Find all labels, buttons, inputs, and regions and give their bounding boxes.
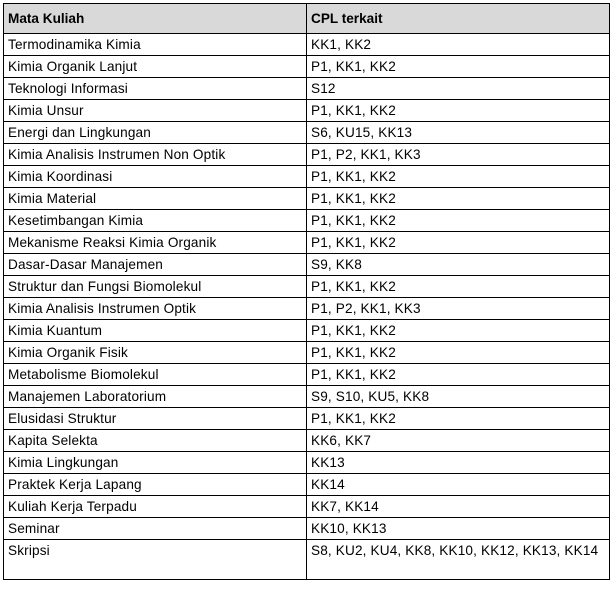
course-name-cell: Kuliah Kerja Terpadu xyxy=(4,496,307,518)
course-name-cell: Teknologi Informasi xyxy=(4,78,307,100)
course-name-cell: Elusidasi Struktur xyxy=(4,408,307,430)
course-name-cell: Kimia Lingkungan xyxy=(4,452,307,474)
table-row xyxy=(4,144,610,166)
table-row xyxy=(4,540,610,580)
cpl-cell: P1, KK1, KK2 xyxy=(307,232,610,254)
table-row xyxy=(4,166,610,188)
course-name-cell: Kapita Selekta xyxy=(4,430,307,452)
table-header-row xyxy=(4,4,610,34)
course-name-cell: Skripsi xyxy=(4,540,307,580)
course-name-cell: Mekanisme Reaksi Kimia Organik xyxy=(4,232,307,254)
cpl-cell: P1, KK1, KK2 xyxy=(307,188,610,210)
table-row xyxy=(4,386,610,408)
cpl-cell: P1, KK1, KK2 xyxy=(307,320,610,342)
table-row xyxy=(4,100,610,122)
course-name-cell: Manajemen Laboratorium xyxy=(4,386,307,408)
cpl-cell: KK6, KK7 xyxy=(307,430,610,452)
cpl-cell: P1, KK1, KK2 xyxy=(307,166,610,188)
cpl-cell: KK14 xyxy=(307,474,610,496)
cpl-cell: P1, P2, KK1, KK3 xyxy=(307,298,610,320)
cpl-cell: P1, KK1, KK2 xyxy=(307,100,610,122)
course-name-cell: Kimia Analisis Instrumen Optik xyxy=(4,298,307,320)
cpl-cell: P1, KK1, KK2 xyxy=(307,276,610,298)
table-row xyxy=(4,122,610,144)
table-row xyxy=(4,34,610,56)
table-row xyxy=(4,408,610,430)
table-row xyxy=(4,474,610,496)
course-name-cell: Metabolisme Biomolekul xyxy=(4,364,307,386)
course-name-cell: Kimia Organik Fisik xyxy=(4,342,307,364)
course-name-cell: Termodinamika Kimia xyxy=(4,34,307,56)
table-row xyxy=(4,232,610,254)
cpl-cell: P1, KK1, KK2 xyxy=(307,364,610,386)
table-row xyxy=(4,210,610,232)
course-name-cell: Energi dan Lingkungan xyxy=(4,122,307,144)
course-name-cell: Kimia Koordinasi xyxy=(4,166,307,188)
table-row xyxy=(4,342,610,364)
course-name-cell: Kesetimbangan Kimia xyxy=(4,210,307,232)
cpl-cell: S8, KU2, KU4, KK8, KK10, KK12, KK13, KK14 xyxy=(307,540,610,580)
course-cpl-table xyxy=(3,3,610,580)
table-row xyxy=(4,518,610,540)
table-row xyxy=(4,276,610,298)
course-name-cell: Kimia Material xyxy=(4,188,307,210)
course-name-cell: Praktek Kerja Lapang xyxy=(4,474,307,496)
cpl-cell: S12 xyxy=(307,78,610,100)
table-row xyxy=(4,254,610,276)
cpl-cell: S9, S10, KU5, KK8 xyxy=(307,386,610,408)
cpl-cell: KK10, KK13 xyxy=(307,518,610,540)
cpl-cell: P1, P2, KK1, KK3 xyxy=(307,144,610,166)
header-mata-kuliah: Mata Kuliah xyxy=(4,4,307,34)
cpl-cell: S9, KK8 xyxy=(307,254,610,276)
course-name-cell: Kimia Kuantum xyxy=(4,320,307,342)
table-row xyxy=(4,56,610,78)
course-name-cell: Kimia Analisis Instrumen Non Optik xyxy=(4,144,307,166)
cpl-cell: P1, KK1, KK2 xyxy=(307,210,610,232)
cpl-cell: KK1, KK2 xyxy=(307,34,610,56)
table-row xyxy=(4,78,610,100)
header-cpl-terkait: CPL terkait xyxy=(307,4,610,34)
table-row xyxy=(4,364,610,386)
table-row xyxy=(4,430,610,452)
cpl-cell: KK7, KK14 xyxy=(307,496,610,518)
course-name-cell: Seminar xyxy=(4,518,307,540)
table-row xyxy=(4,496,610,518)
table-row xyxy=(4,188,610,210)
course-name-cell: Kimia Organik Lanjut xyxy=(4,56,307,78)
cpl-cell: KK13 xyxy=(307,452,610,474)
cpl-cell: P1, KK1, KK2 xyxy=(307,408,610,430)
table-row xyxy=(4,320,610,342)
course-name-cell: Dasar-Dasar Manajemen xyxy=(4,254,307,276)
cpl-cell: P1, KK1, KK2 xyxy=(307,56,610,78)
course-cpl-table-container xyxy=(3,3,610,580)
table-row xyxy=(4,298,610,320)
table-row xyxy=(4,452,610,474)
cpl-cell: S6, KU15, KK13 xyxy=(307,122,610,144)
course-name-cell: Kimia Unsur xyxy=(4,100,307,122)
cpl-cell: P1, KK1, KK2 xyxy=(307,342,610,364)
course-name-cell: Struktur dan Fungsi Biomolekul xyxy=(4,276,307,298)
